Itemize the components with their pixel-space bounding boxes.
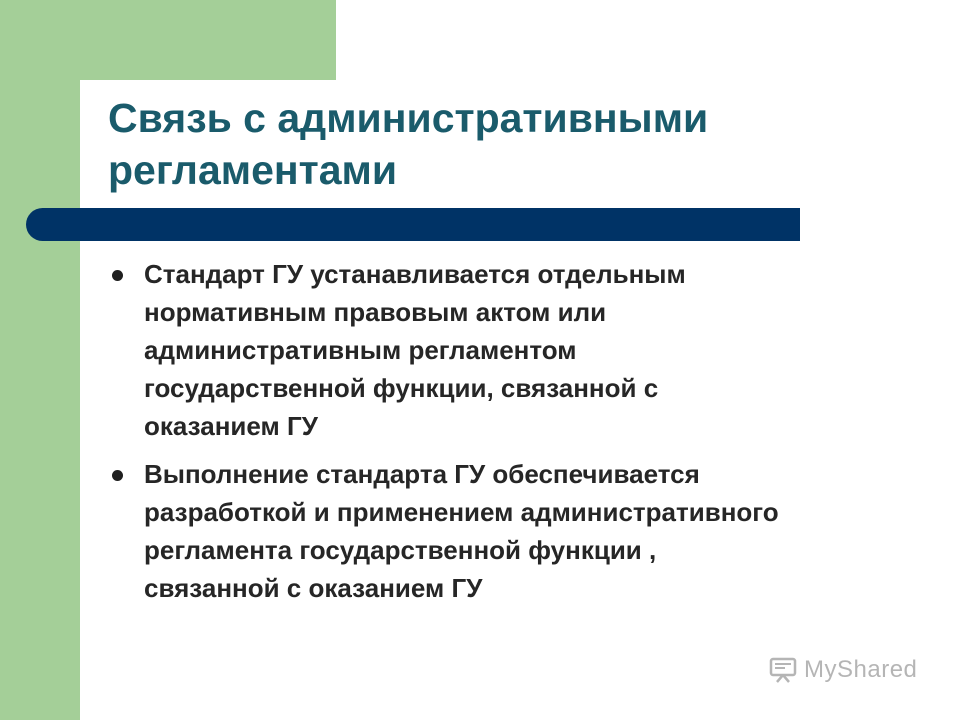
bullet-dot-icon (112, 470, 123, 481)
presentation-board-icon (768, 655, 798, 685)
bullet-list (108, 255, 928, 617)
bullet-text: Выполнение стандарта ГУ обеспечивается разработкой и применением административного регламента государственной функции , связанной с оказанием ГУ (144, 459, 779, 603)
slide-title: Связь с административными регламентами (108, 95, 709, 193)
decorative-green-band-left (0, 0, 80, 720)
bullet-text: Стандарт ГУ устанавливается отдельным нормативным правовым актом или административным регламентом государственной функции, связанной с оказанием ГУ (144, 259, 686, 441)
bullet-dot-icon (112, 270, 123, 281)
bullet-item (108, 455, 928, 607)
title-underline-bar (26, 208, 800, 241)
watermark-label: MyShared (804, 656, 918, 683)
watermark[interactable] (768, 655, 917, 685)
decorative-green-band-top (0, 0, 336, 80)
bullet-item (108, 255, 928, 445)
